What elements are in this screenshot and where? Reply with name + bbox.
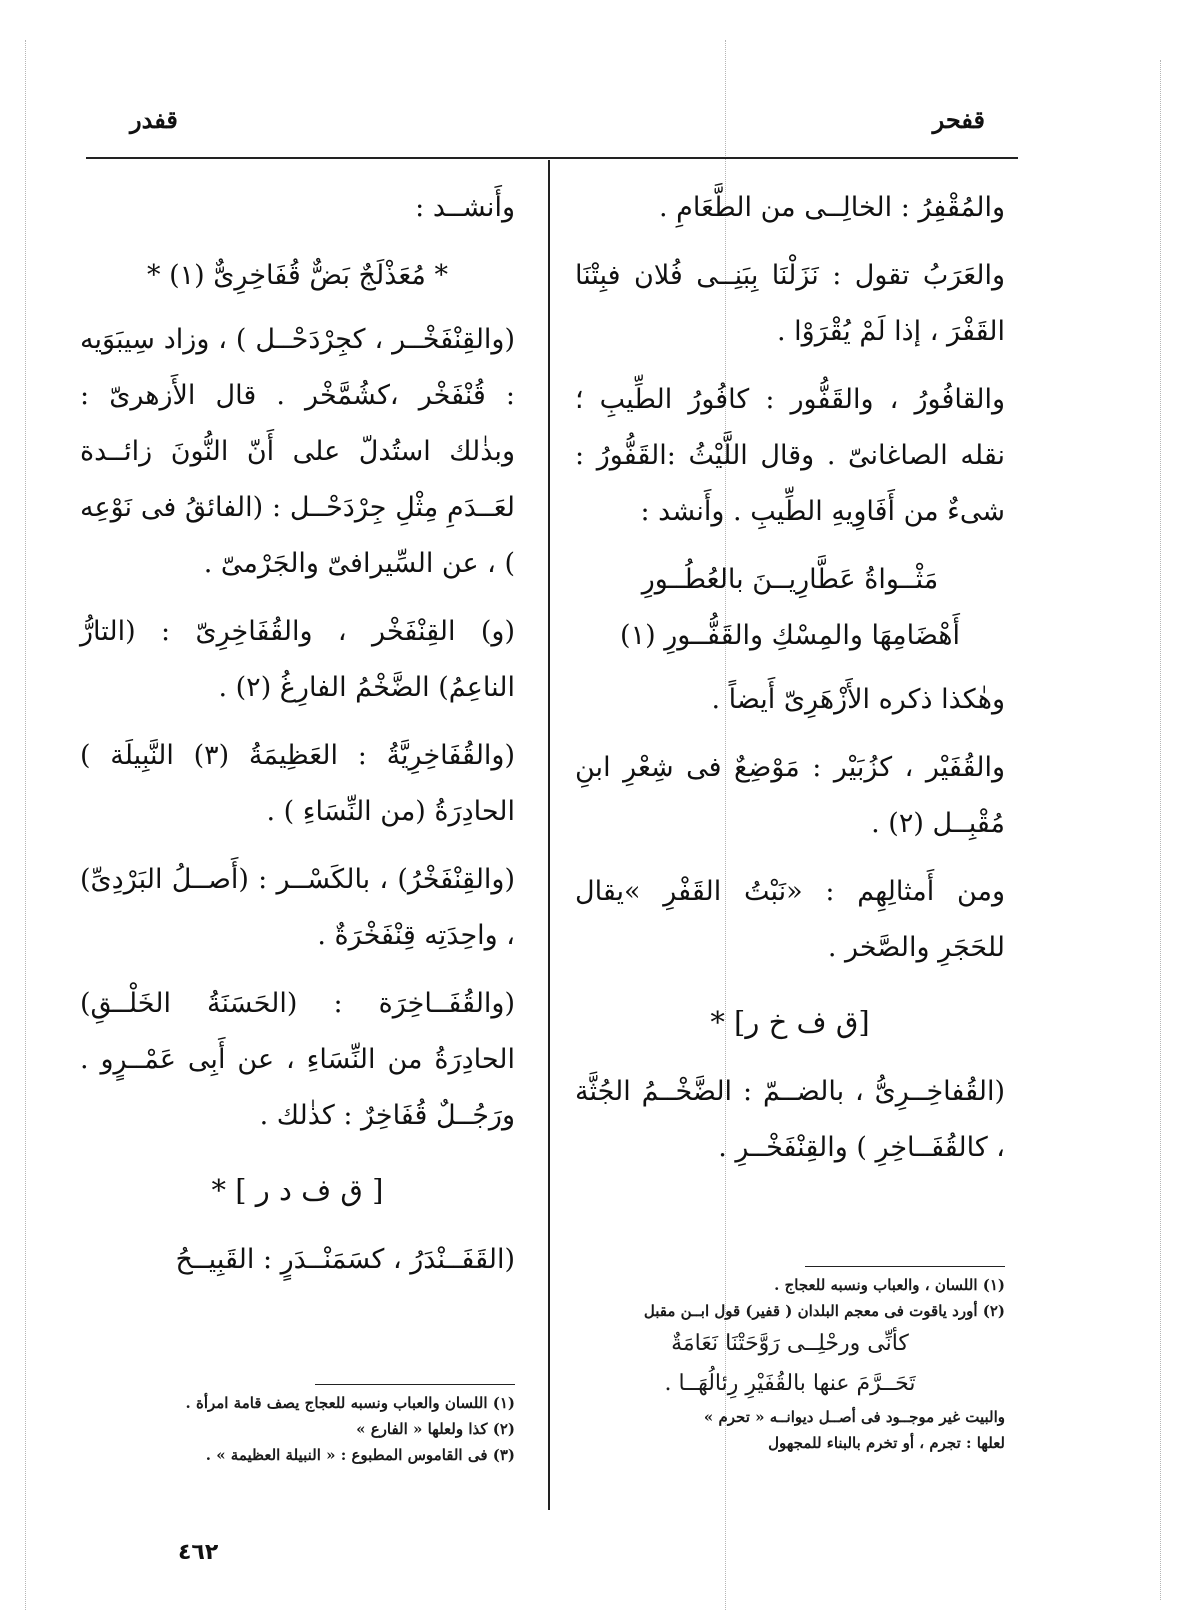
footnote-rule [315, 1384, 515, 1385]
scan-artifact-line [25, 40, 26, 1610]
paragraph: (والقِنْفَخْرُ) ، بالكَسْــر : (أَصــلُ البَرْدِىِّ) ، واحِدَتِه قِنْفَخْرَةٌ . [80, 864, 515, 951]
paragraph: والعَرَبُ تقول : نَزَلْنَا بِبَنِــى فُلان فبِتْنَا القَفْرَ ، إذا لَمْ يُقْرَوْا . [575, 260, 1005, 347]
entry-heading: [ ق ف د ر ] * [211, 1173, 384, 1207]
paragraph: (القَفَــنْدَرُ ، كسَمَنْــدَرٍ : القَبِيــحُ [175, 1244, 515, 1275]
paragraph: والقافُورُ ، والقَفُّور : كافُورُ الطِّيبِ ؛ نقله الصاغانىّ . وقال اللَّيْثُ :القَفُّورُ : شىءٌ من أَفَاوِيهِ الطِّيبِ . وأَنشد : [575, 384, 1005, 527]
footnote: (١) اللسان ، والعباب ونسبه للعجاج . [774, 1276, 1005, 1294]
paragraph: (والقُفَاخِرِيَّةُ : العَظِيمَةُ (٣) النَّبِيلَة ) الحادِرَةُ (من النِّسَاءِ ) . [80, 740, 515, 827]
entry-heading: [ق ف خ ر] * [710, 1005, 870, 1039]
footnote: (٢) أورد ياقوت فى معجم البلدان ( قفير) قول ابــن مقبل [643, 1302, 1005, 1320]
paragraph: (والقِنْفَخْــر ، كجِرْدَحْــل ) ، وزاد سِيبَوَيه : قُنْفَخْر ،كشُمَّخْر . قال الأَزهرىّ : وبذٰلك استُدلّ على أَنّ النُّونَ زائــدة لعَــدَمِ مِثْلِ جِرْدَحْــل : (الفائقُ فى نَوْعِه ) ، عن السِّيرافىّ والجَرْمىّ . [80, 324, 515, 579]
running-head-right: قفحر [932, 105, 985, 134]
right-column [575, 180, 1005, 1188]
left-column [80, 180, 515, 1300]
footnote: (٣) فى القاموس المطبوع : « النبيلة العظيمة » . [205, 1446, 515, 1464]
footnote-verse: تَحَــرَّمَ عنها بالقُفَيْرِ رِئالُهَــا . [664, 1371, 916, 1396]
scan-artifact-line [1160, 60, 1161, 1600]
footnote-verse: كأنِّى ورحْلِــى رَوَّحَتْنَا نَعَامَةٌ [671, 1331, 909, 1356]
footnote: لعلها : تجرم ، أو تخرم بالبناء للمجهول [768, 1434, 1005, 1452]
paragraph: (والقُفَــاخِرَة : (الحَسَنَةُ الخَلْــقِ) الحادِرَةُ من النِّسَاءِ ، عن أَبِى عَمْــرٍو . ورَجُــلٌ قُفَاخِرٌ : كذٰلك . [80, 988, 515, 1131]
verse-line: مَثْــواةُ عَطَّارِيــنَ بالعُطُــورِ [641, 564, 939, 595]
footnotes-right [575, 1272, 1005, 1456]
footnote: والبيت غير موجــود فى أصــل ديوانــه « تحرم » [703, 1408, 1005, 1426]
paragraph: والمُقْفِرُ : الخالِــى من الطَّعَامِ . [659, 192, 1005, 223]
footnote: (٢) كذا ولعلها « الفارع » [356, 1420, 515, 1438]
page-number: ٤٦٢ [178, 1540, 219, 1565]
footnote: (١) اللسان والعباب ونسبه للعجاج يصف قامة امرأة . [185, 1394, 515, 1412]
footnote-rule [805, 1266, 1005, 1267]
verse-line: * مُعَذْلَجٌ بَضٌّ قُفَاخِرِىٌّ (١) * [147, 260, 448, 291]
verse-line: أَهْضَامِهَا والمِسْكِ والقَفُّــورِ (١) [620, 620, 960, 651]
header-rule [86, 157, 1018, 159]
paragraph: وهٰكذا ذكره الأَزْهَرِىّ أَيضاً . [711, 684, 1005, 715]
column-divider [548, 160, 550, 1510]
paragraph: (و) القِنْفَخْر ، والقُفَاخِرِىّ : (التارُّ الناعِمُ) الضَّخْمُ الفارِغُ (٢) . [80, 616, 515, 703]
paragraph: والقُفَيْر ، كزُبَيْر : مَوْضِعٌ فى شِعْرِ ابنِ مُقْبِــل (٢) . [575, 752, 1005, 839]
paragraph: وأَنشــد : [415, 192, 515, 223]
footnotes-left [80, 1390, 515, 1468]
paragraph: ومن أَمثالِهِم : «نَبْتُ القَفْرِ »يقال للحَجَرِ والصَّخر . [575, 876, 1005, 963]
running-head-left: قفدر [130, 105, 178, 134]
paragraph: (القُفاخِــرِىُّ ، بالضــمّ : الضَّخْــمُ الجُثَّة ، كالقُفَــاخِرِ ) والقِنْفَخْــرِ . [575, 1076, 1005, 1163]
